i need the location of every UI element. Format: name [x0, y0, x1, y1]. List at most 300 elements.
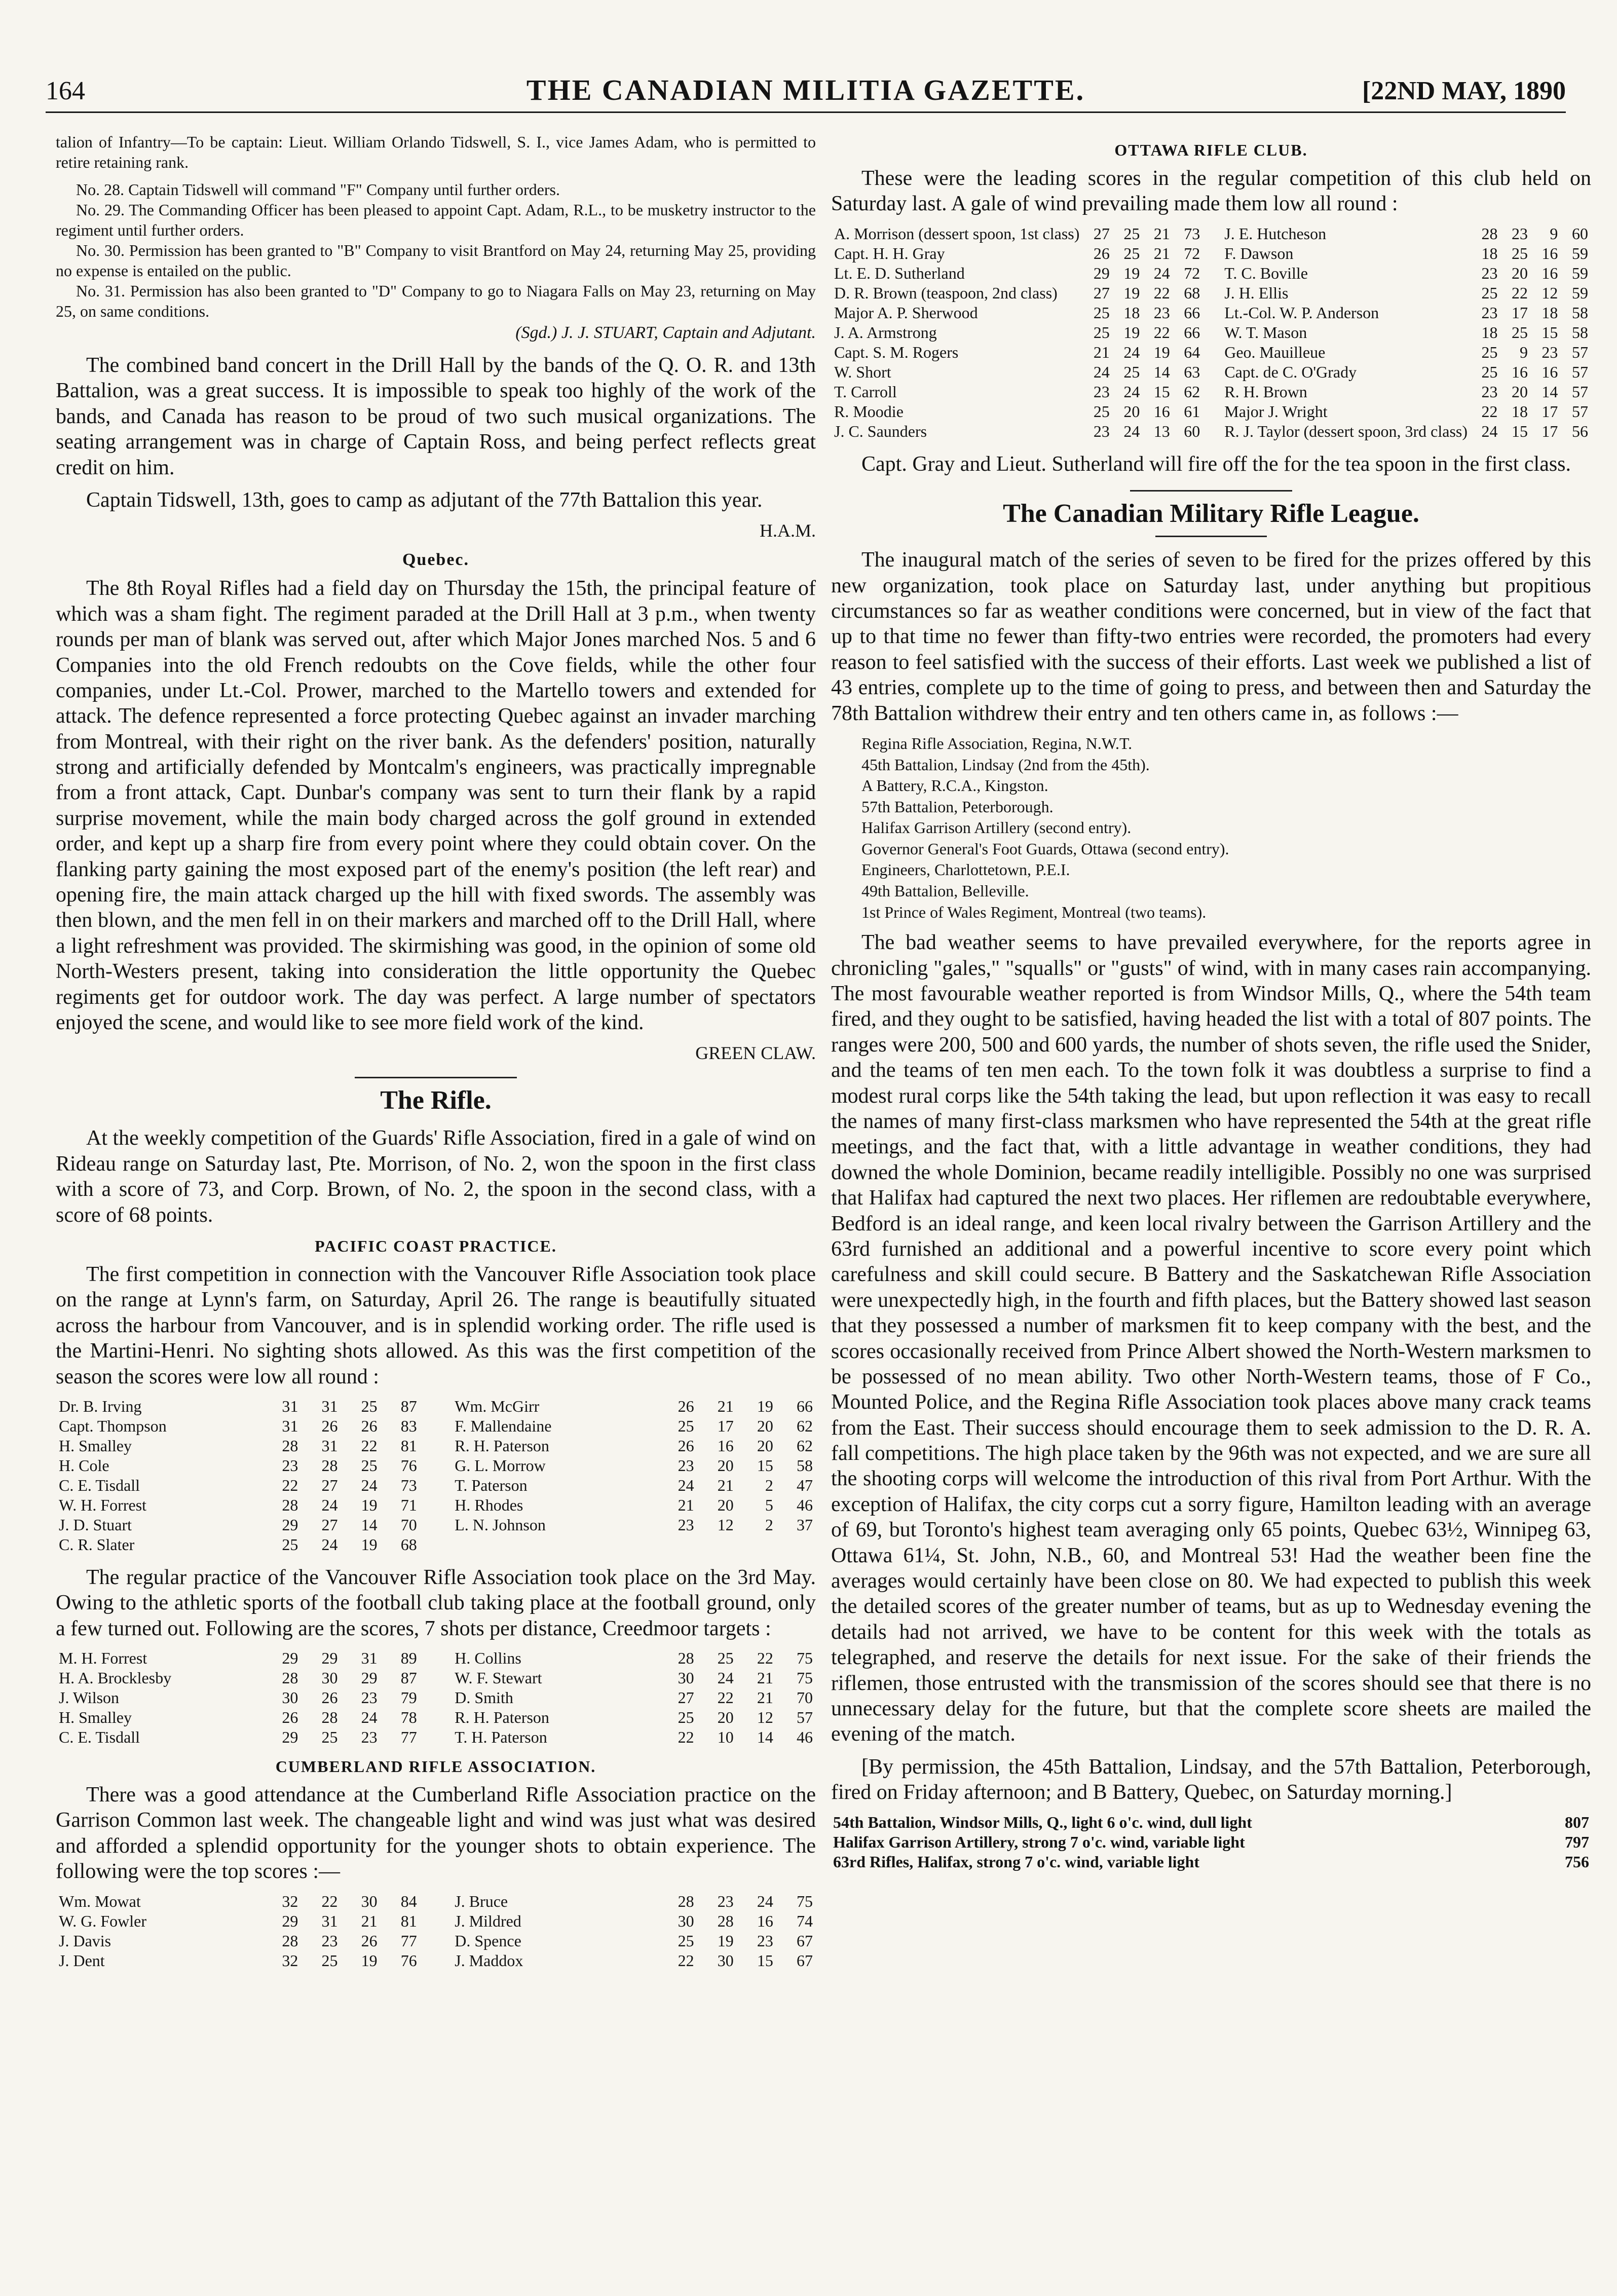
- score-cell: 57: [1572, 382, 1588, 401]
- score-cell: 24: [1123, 343, 1140, 361]
- shooter-name: Wm. Mowat: [59, 1892, 141, 1910]
- shooter-name: R. H. Paterson: [455, 1436, 549, 1455]
- score-cell: 25: [1481, 283, 1498, 302]
- shooter-name: D. R. Brown (teaspoon, 2nd class): [834, 283, 1058, 302]
- score-cell: 2: [765, 1515, 773, 1534]
- column-gap: [420, 1727, 452, 1747]
- score-cell: 21: [717, 1397, 734, 1415]
- score-cell: 27: [321, 1515, 338, 1534]
- shooter-name: L. N. Johnson: [455, 1515, 546, 1534]
- score-cell: 15: [1153, 382, 1170, 401]
- ottawa-scores-table: [831, 224, 1591, 441]
- score-cell: 15: [1541, 323, 1558, 342]
- score-row: [831, 382, 1591, 402]
- score-cell: 20: [1511, 382, 1528, 401]
- score-cell: 18: [1481, 323, 1498, 342]
- score-row: [831, 343, 1591, 362]
- score-cell: 22: [1153, 323, 1170, 342]
- score-cell: 19: [717, 1931, 734, 1950]
- score-row: [56, 1436, 816, 1456]
- score-cell: 26: [361, 1931, 378, 1950]
- shooter-name: D. Spence: [455, 1931, 521, 1950]
- score-cell: 30: [321, 1669, 338, 1687]
- score-cell: 19: [757, 1397, 773, 1415]
- score-cell: 81: [400, 1911, 417, 1930]
- score-cell: 23: [1541, 343, 1558, 361]
- score-row: [56, 1495, 816, 1515]
- score-cell: 31: [321, 1436, 338, 1455]
- score-cell: 29: [282, 1515, 298, 1534]
- score-cell: 26: [282, 1708, 298, 1727]
- score-cell: 29: [1093, 264, 1110, 282]
- shooter-name: F. Dawson: [1224, 244, 1294, 262]
- shooter-name: H. Smalley: [59, 1708, 132, 1727]
- score-cell: 21: [757, 1669, 773, 1687]
- score-cell: 24: [717, 1669, 734, 1687]
- entry-item: Engineers, Charlottetown, P.E.I.: [861, 860, 1070, 879]
- score-cell: 73: [1184, 224, 1200, 243]
- score-cell: 57: [1572, 402, 1588, 421]
- score-cell: 29: [282, 1728, 298, 1747]
- score-cell: 26: [678, 1397, 694, 1415]
- score-cell: [737, 1535, 776, 1555]
- score-cell: 72: [1184, 244, 1200, 262]
- score-cell: 25: [1093, 402, 1110, 421]
- pacific-heading: PACIFIC COAST PRACTICE.: [315, 1236, 557, 1255]
- score-cell: 58: [1572, 323, 1588, 342]
- score-cell: 18: [1541, 303, 1558, 322]
- shooter-name: T. H. Paterson: [455, 1728, 547, 1747]
- shooter-name: J. E. Hutcheson: [1224, 224, 1327, 243]
- column-gap: [1203, 422, 1221, 441]
- column-gap: [1203, 382, 1221, 402]
- score-rows: [56, 1648, 816, 1747]
- score-cell: 13: [1153, 422, 1170, 440]
- score-cell: 19: [361, 1535, 378, 1554]
- column-gap: [420, 1495, 452, 1515]
- score-cell: 16: [1511, 362, 1528, 381]
- score-cell: 58: [797, 1456, 813, 1475]
- score-cell: 28: [321, 1456, 338, 1475]
- score-cell: 68: [400, 1535, 417, 1554]
- entry-item: 1st Prince of Wales Regiment, Montreal (two teams).: [861, 902, 1207, 921]
- score-cell: 37: [797, 1515, 813, 1534]
- shooter-name: R. J. Taylor (dessert spoon, 3rd class): [1224, 422, 1468, 440]
- score-cell: 56: [1572, 422, 1588, 440]
- score-cell: 12: [717, 1515, 734, 1534]
- score-cell: 24: [1153, 264, 1170, 282]
- entry-item: Regina Rifle Association, Regina, N.W.T.: [861, 734, 1133, 752]
- score-cell: 70: [797, 1688, 813, 1707]
- paragraph-tidswell: Captain Tidswell, 13th, goes to camp as adjutant of the 77th Battalion this year.: [86, 488, 763, 512]
- score-row: [831, 402, 1591, 422]
- shooter-name: T. C. Boville: [1224, 264, 1308, 282]
- score-cell: 25: [678, 1931, 694, 1950]
- score-cell: [776, 1535, 816, 1555]
- score-cell: 16: [1541, 362, 1558, 381]
- shooter-name: H. Smalley: [59, 1436, 132, 1455]
- score-cell: 27: [1093, 283, 1110, 302]
- score-cell: 25: [1093, 323, 1110, 342]
- score-cell: 83: [400, 1416, 417, 1435]
- score-cell: 14: [1153, 362, 1170, 381]
- score-cell: 31: [321, 1911, 338, 1930]
- score-cell: 14: [757, 1728, 773, 1747]
- score-cell: 21: [1153, 224, 1170, 243]
- column-gap: [1203, 283, 1221, 303]
- column-gap: [420, 1688, 452, 1708]
- score-cell: 25: [1511, 244, 1528, 262]
- score-row: [56, 1668, 816, 1688]
- shooter-name: J. Maddox: [455, 1951, 523, 1970]
- score-row: [831, 362, 1591, 382]
- score-cell: 25: [1481, 343, 1498, 361]
- score-cell: 24: [321, 1495, 338, 1514]
- score-rows: [56, 1397, 816, 1555]
- score-row: [56, 1515, 816, 1535]
- score-row: [56, 1951, 816, 1971]
- score-cell: 89: [400, 1649, 417, 1668]
- score-cell: 57: [1572, 343, 1588, 361]
- score-cell: 14: [361, 1515, 378, 1534]
- score-cell: 25: [1511, 323, 1528, 342]
- score-cell: 26: [1093, 244, 1110, 262]
- shooter-name: Capt. de C. O'Grady: [1224, 362, 1357, 381]
- paragraph-league-2: The bad weather seems to have prevailed everywhere, for the reports agree in chronicling "gales," "squalls" or "gusts" of wind, with in many cases rain accompanying. The most favourable weather reported is from Windsor Mills, Q., where the 54th team fired, and they ought to be satisfied, having headed the list with a total of 807 points. The ranges were 200, 500 and 600 yards, the number of shots seven, the rifle used the Snider, and the teams of ten men each. To the town folk it was doubtless a surprise to find a modest rural corps like the 54th taking the lead, but upon reflection it was easy to recall the names of many first-class marksmen who have represented the 54th at the great rifle meetings, and the fact that, with a little advantage in weather conditions, they had downed the whole Dominion, became readily intelligible. Possibly no one was surprised that Halifax had captured the next two places. Her riflemen are redoubtable everywhere, Bedford is an ideal range, and keen local rivalry between the Garrison Artillery and the 63rd furnished an additional and a powerful incentive to score every point which carefulness and skill could secure. B Battery and the Saskatchewan Rifle Association were unexpectedly high, in the fourth and fifth places, but the Battery showed last season that they possessed a number of marksmen fit to keep company with the best, and the scores occasionally received from Prince Albert showed the North-Western marksmen to be possessed of no mean ability. Two other North-Western teams, those of F Co., Mounted Police, and the Regina Rifle Association took places above many crack teams from the East. Their success should encourage them to seek admission to the D. R. A. fall competitions. The high place taken by the 96th was not expected, and we are sure all the shooting corps will welcome the introduction of this rival from Port Arthur. With the exception of Halifax, the city corps cut a sorry figure, Hamilton leading with an average of 69, but Toronto's highest team averaging only 65 points, Quebec 63½, Winnipeg 63, Ottawa 61¼, St. John, N.B., 60, and Montreal 53! Had the weather been fine the averages would certainly have been close on 80. We had expected to publish this week the detailed scores of the greater number of teams, but as up to Wednesday evening the details had not arrived, we have to be content for this week with the totals as telegraphed, and reserve the details for next issue. For the sake of their friends the riflemen, those entrusted with the transmission of the scores should see that there is no unnecessary delay for the future, but that the complete score sheets are mailed the evening of the match.: [831, 931, 1591, 1746]
- score-cell: 84: [400, 1892, 417, 1910]
- score-cell: 59: [1572, 264, 1588, 282]
- shooter-name: Major J. Wright: [1224, 402, 1328, 421]
- score-cell: 31: [282, 1397, 298, 1415]
- paragraph-quebec: The 8th Royal Rifles had a field day on Thursday the 15th, the principal feature of which was a sham fight. The regiment paraded at the Drill Hall at 3 p.m., when twenty rounds per man of blank was served out, after which Major Jones marched Nos. 5 and 6 Companies into the old French redoubts on the Cove fields, while the other four companies, under Lt.-Col. Prower, marched to the Martello towers and extended for attack. The defence represented a force protecting Quebec against an invader marching from Montreal, with their right on the river bank. As the defenders' position, naturally strong and artificially defended by Montcalm's engineers, was practically impregnable from a front attack, Capt. Dunbar's company was sent to turn their flank by a rapid surprise movement, while the main body charged across the golf ground in extended order, and kept up a sharp fire from every point where they could obtain cover. On the flanking party gaining the most exposed part of the enemy's position (the left rear) and opening fire, the main attack charged up the hill with fixed swords. The assembly was then blown, and the men fell in on their markers and marched off to the Drill Hall, where a light refreshment was provided. The skirmishing was good, in the opinion of some old North-Westers present, taking into consideration the little opportunity the Quebec regiments get for outdoor work. The day was perfect. A large number of spectators enjoyed the scene, and would like to see more field work of the kind.: [56, 577, 816, 1034]
- score-cell: 21: [1093, 343, 1110, 361]
- score-cell: 28: [678, 1892, 694, 1910]
- score-cell: 30: [717, 1951, 734, 1970]
- score-cell: 31: [321, 1397, 338, 1415]
- shooter-name: [452, 1535, 657, 1555]
- score-rows: [56, 1892, 816, 1971]
- score-cell: 28: [1481, 224, 1498, 243]
- shooter-name: Capt. Thompson: [59, 1416, 167, 1435]
- score-cell: [697, 1535, 737, 1555]
- shooter-name: Capt. S. M. Rogers: [834, 343, 959, 361]
- score-cell: 79: [400, 1688, 417, 1707]
- score-cell: 17: [1511, 303, 1528, 322]
- orders-intro: talion of Infantry—To be captain: Lieut. William Orlando Tidswell, S. I., vice James Adam, who is permitted to retire retaining rank.: [56, 133, 816, 171]
- score-cell: 23: [717, 1892, 734, 1910]
- score-cell: 24: [1481, 422, 1498, 440]
- shooter-name: R. H. Paterson: [455, 1708, 549, 1727]
- column-gap: [420, 1456, 452, 1476]
- column-gap: [420, 1892, 452, 1911]
- score-cell: 57: [797, 1708, 813, 1727]
- score-row: [56, 1892, 816, 1911]
- score-cell: 57: [1572, 362, 1588, 381]
- score-cell: 75: [797, 1669, 813, 1687]
- score-row: [56, 1931, 816, 1951]
- score-cell: 31: [282, 1416, 298, 1435]
- score-cell: 66: [1184, 323, 1200, 342]
- score-cell: 60: [1184, 422, 1200, 440]
- score-cell: 21: [717, 1476, 734, 1494]
- score-cell: 25: [282, 1535, 298, 1554]
- column-gap: [420, 1515, 452, 1535]
- score-cell: 87: [400, 1669, 417, 1687]
- shooter-name: Geo. Mauilleue: [1224, 343, 1326, 361]
- score-cell: 30: [678, 1669, 694, 1687]
- score-row: [56, 1727, 816, 1747]
- score-cell: 22: [282, 1476, 298, 1494]
- score-cell: 16: [717, 1436, 734, 1455]
- score-cell: 24: [678, 1476, 694, 1494]
- score-cell: 22: [1153, 283, 1170, 302]
- score-cell: 26: [321, 1688, 338, 1707]
- score-cell: 17: [1541, 422, 1558, 440]
- shooter-name: C. R. Slater: [59, 1535, 135, 1554]
- score-cell: 28: [717, 1911, 734, 1930]
- score-cell: 63: [1184, 362, 1200, 381]
- column-gap: [420, 1476, 452, 1495]
- shooter-name: D. Smith: [455, 1688, 513, 1707]
- signoff-green-claw: GREEN CLAW.: [695, 1043, 816, 1064]
- score-row: [831, 244, 1591, 264]
- shooter-name: H. Collins: [455, 1649, 521, 1668]
- score-cell: 23: [1153, 303, 1170, 322]
- page-number: 164: [46, 77, 85, 105]
- score-cell: 23: [678, 1515, 694, 1534]
- score-cell: 29: [282, 1649, 298, 1668]
- issue-date: [22ND MAY, 1890: [1362, 77, 1566, 105]
- score-cell: 12: [757, 1708, 773, 1727]
- shooter-name: Dr. B. Irving: [59, 1397, 142, 1415]
- shooter-name: T. Paterson: [455, 1476, 528, 1494]
- score-cell: 9: [1550, 224, 1558, 243]
- result-row: [831, 1832, 1591, 1852]
- score-cell: 29: [321, 1649, 338, 1668]
- column-gap: [1203, 264, 1221, 283]
- score-cell: 71: [400, 1495, 417, 1514]
- score-row: [831, 323, 1591, 343]
- score-cell: 30: [361, 1892, 378, 1910]
- column-gap: [1203, 244, 1221, 264]
- score-cell: 27: [678, 1688, 694, 1707]
- score-cell: 23: [361, 1728, 378, 1747]
- score-cell: 21: [678, 1495, 694, 1514]
- order-item: No. 28. Captain Tidswell will command "F" Company until further orders.: [76, 180, 560, 199]
- paragraph-gray: Capt. Gray and Lieut. Sutherland will fire off the for the tea spoon in the first class.: [861, 452, 1571, 476]
- score-cell: 67: [797, 1931, 813, 1950]
- team-description: 63rd Rifles, Halifax, strong 7 o'c. wind, variable light: [833, 1852, 1199, 1871]
- score-cell: 22: [717, 1688, 734, 1707]
- shooter-name: G. L. Morrow: [455, 1456, 546, 1475]
- score-cell: 32: [282, 1892, 298, 1910]
- score-cell: 30: [282, 1688, 298, 1707]
- right-column: [831, 132, 1591, 1872]
- left-column: [56, 132, 816, 1981]
- pacific-scores-table: [56, 1397, 816, 1555]
- score-cell: 76: [400, 1456, 417, 1475]
- entry-item: Governor General's Foot Guards, Ottawa (second entry).: [861, 839, 1229, 858]
- paragraph-league-1: The inaugural match of the series of seven to be fired for the prizes offered by this new organization, took place on Saturday last, under anything but propitious circumstances so far as weather conditions were concerned, but in view of the fact that up to that time no fewer than fifty-two entries were recorded, the promoters had every reason to feel satisfied with the success of their efforts. Last week we published a list of 43 entries, complete up to the time of going to press, and between then and Saturday the 78th Battalion withdrew their entry and ten others came in, as follows :—: [831, 548, 1591, 725]
- score-cell: 66: [1184, 303, 1200, 322]
- column-gap: [1203, 402, 1221, 422]
- score-cell: 29: [361, 1669, 378, 1687]
- score-cell: 28: [282, 1931, 298, 1950]
- score-row: [56, 1648, 816, 1668]
- entries-list: [861, 733, 1591, 923]
- score-cell: 20: [1123, 402, 1140, 421]
- column-gap: [420, 1931, 452, 1951]
- entry-item: Halifax Garrison Artillery (second entry).: [861, 818, 1132, 837]
- entry-item: 45th Battalion, Lindsay (2nd from the 45th).: [861, 755, 1150, 774]
- score-cell: 25: [678, 1708, 694, 1727]
- shooter-name: J. Mildred: [455, 1911, 521, 1930]
- score-cell: 67: [797, 1951, 813, 1970]
- score-cell: 23: [1481, 264, 1498, 282]
- shooter-name: R. H. Brown: [1224, 382, 1307, 401]
- score-cell: 26: [321, 1416, 338, 1435]
- entry-item: 49th Battalion, Belleville.: [861, 882, 1029, 900]
- score-cell: 23: [757, 1931, 773, 1950]
- score-row: [831, 303, 1591, 323]
- score-cell: 10: [717, 1728, 734, 1747]
- shooter-name: H. Cole: [59, 1456, 109, 1475]
- score-cell: 17: [1541, 402, 1558, 421]
- shooter-name: W. T. Mason: [1224, 323, 1307, 342]
- shooter-name: W. Short: [834, 362, 891, 381]
- column-gap: [420, 1416, 452, 1436]
- score-cell: 77: [400, 1728, 417, 1747]
- column-gap: [1203, 343, 1221, 362]
- score-cell: 81: [400, 1436, 417, 1455]
- score-cell: 19: [1123, 323, 1140, 342]
- score-cell: 74: [797, 1911, 813, 1930]
- shooter-name: T. Carroll: [834, 382, 897, 401]
- score-cell: 22: [1511, 283, 1528, 302]
- score-cell: 28: [282, 1436, 298, 1455]
- score-cell: 19: [1153, 343, 1170, 361]
- score-cell: 26: [361, 1416, 378, 1435]
- score-cell: 24: [361, 1476, 378, 1494]
- score-row: [831, 224, 1591, 244]
- score-cell: 28: [678, 1649, 694, 1668]
- shooter-name: Capt. H. H. Gray: [834, 244, 945, 262]
- score-cell: 20: [717, 1708, 734, 1727]
- score-cell: 47: [797, 1476, 813, 1494]
- score-cell: 14: [1541, 382, 1558, 401]
- order-item: No. 31. Permission has also been granted to "D" Company to go to Niagara Falls on May 23, returning on May 25, on same conditions.: [56, 282, 816, 320]
- score-cell: 32: [282, 1951, 298, 1970]
- score-cell: 19: [361, 1495, 378, 1514]
- score-cell: 16: [1541, 264, 1558, 282]
- score-cell: 22: [757, 1649, 773, 1668]
- score-cell: 20: [717, 1495, 734, 1514]
- score-cell: 18: [1481, 244, 1498, 262]
- paragraph-vancouver: The regular practice of the Vancouver Rifle Association took place on the 3rd May. Owing to the athletic sports of the football club taking place at the football ground, only a few turned out. Following are the scores, 7 shots per distance, Creedmoor targets :: [56, 1565, 816, 1640]
- team-description: 54th Battalion, Windsor Mills, Q., light 6 o'c. wind, dull light: [833, 1813, 1252, 1831]
- score-cell: 22: [321, 1892, 338, 1910]
- score-cell: 25: [1093, 303, 1110, 322]
- score-cell: 28: [282, 1495, 298, 1514]
- score-cell: 19: [361, 1951, 378, 1970]
- column-gap: [1203, 362, 1221, 382]
- score-cell: 29: [282, 1911, 298, 1930]
- column-gap: [1203, 323, 1221, 343]
- score-cell: 9: [1519, 343, 1528, 361]
- score-cell: 25: [717, 1649, 734, 1668]
- score-cell: 15: [757, 1951, 773, 1970]
- score-cell: 22: [361, 1436, 378, 1455]
- paragraph-pacific: The first competition in connection with the Vancouver Rifle Association took place on the range at Lynn's farm, on Saturday, April 26. The range is beautifully situated across the harbour from Vancouver, and is in splendid working order. The rifle used is the Martini-Henri. No sighting shots allowed. As this was the first competition of the season the scores were low all round :: [56, 1262, 816, 1388]
- score-cell: 24: [1123, 422, 1140, 440]
- result-row: [831, 1852, 1591, 1872]
- score-cell: 73: [400, 1476, 417, 1494]
- paragraph-cumberland: There was a good attendance at the Cumberland Rifle Association practice on the Garrison Common last week. The changeable light and wind was just what was desired and afforded a splendid opportunity for the younger shots to obtain experience. The following were the top scores :—: [56, 1783, 816, 1884]
- score-cell: 25: [1481, 362, 1498, 381]
- score-cell: 25: [321, 1951, 338, 1970]
- shooter-name: J. Wilson: [59, 1688, 120, 1707]
- score-cell: 25: [1123, 244, 1140, 262]
- shooter-name: A. Morrison (dessert spoon, 1st class): [834, 224, 1080, 243]
- score-cell: 20: [1511, 264, 1528, 282]
- entry-item: A Battery, R.C.A., Kingston.: [861, 776, 1048, 795]
- score-cell: 76: [400, 1951, 417, 1970]
- score-cell: 23: [678, 1456, 694, 1475]
- score-cell: 15: [1511, 422, 1528, 440]
- score-row: [56, 1535, 816, 1555]
- shooter-name: W. H. Forrest: [59, 1495, 147, 1514]
- shooter-name: Lt.-Col. W. P. Anderson: [1224, 303, 1379, 322]
- score-cell: 16: [1153, 402, 1170, 421]
- paragraph-guards: At the weekly competition of the Guards' Rifle Association, fired in a gale of wind on Rideau range on Saturday last, Pte. Morrison, of No. 2, won the spoon in the first class with a score of 73, and Corp. Brown, of No. 2, the spoon in the second class, with a score of 68 points.: [56, 1126, 816, 1227]
- column-gap: [420, 1951, 452, 1971]
- score-cell: 23: [1093, 422, 1110, 440]
- score-cell: 78: [400, 1708, 417, 1727]
- rifle-heading: The Rifle.: [56, 1077, 816, 1115]
- shooter-name: J. C. Saunders: [834, 422, 927, 440]
- score-cell: 77: [400, 1931, 417, 1950]
- shooter-name: C. E. Tisdall: [59, 1476, 140, 1494]
- score-cell: 25: [361, 1456, 378, 1475]
- score-cell: 25: [361, 1397, 378, 1415]
- score-cell: 87: [400, 1397, 417, 1415]
- league-results-table: [831, 1813, 1591, 1872]
- score-row: [831, 422, 1591, 441]
- score-cell: 27: [321, 1476, 338, 1494]
- signoff-ham: H.A.M.: [759, 520, 816, 541]
- score-cell: 30: [678, 1911, 694, 1930]
- shooter-name: W. F. Stewart: [455, 1669, 542, 1687]
- score-cell: 23: [1511, 224, 1528, 243]
- score-row: [56, 1708, 816, 1727]
- score-cell: 72: [1184, 264, 1200, 282]
- score-cell: 66: [797, 1397, 813, 1415]
- score-cell: 62: [797, 1436, 813, 1455]
- orders-list: [56, 179, 816, 321]
- column-gap: [420, 1397, 452, 1416]
- score-cell: 24: [361, 1708, 378, 1727]
- team-description: Halifax Garrison Artillery, strong 7 o'c. wind, variable light: [833, 1832, 1245, 1851]
- score-cell: 22: [678, 1728, 694, 1747]
- column-gap: [420, 1708, 452, 1727]
- score-cell: 22: [1481, 402, 1498, 421]
- score-cell: 75: [797, 1892, 813, 1910]
- score-cell: 59: [1572, 283, 1588, 302]
- score-cell: 28: [282, 1669, 298, 1687]
- score-row: [56, 1688, 816, 1708]
- score-cell: 19: [1123, 283, 1140, 302]
- shooter-name: H. A. Brocklesby: [59, 1669, 172, 1687]
